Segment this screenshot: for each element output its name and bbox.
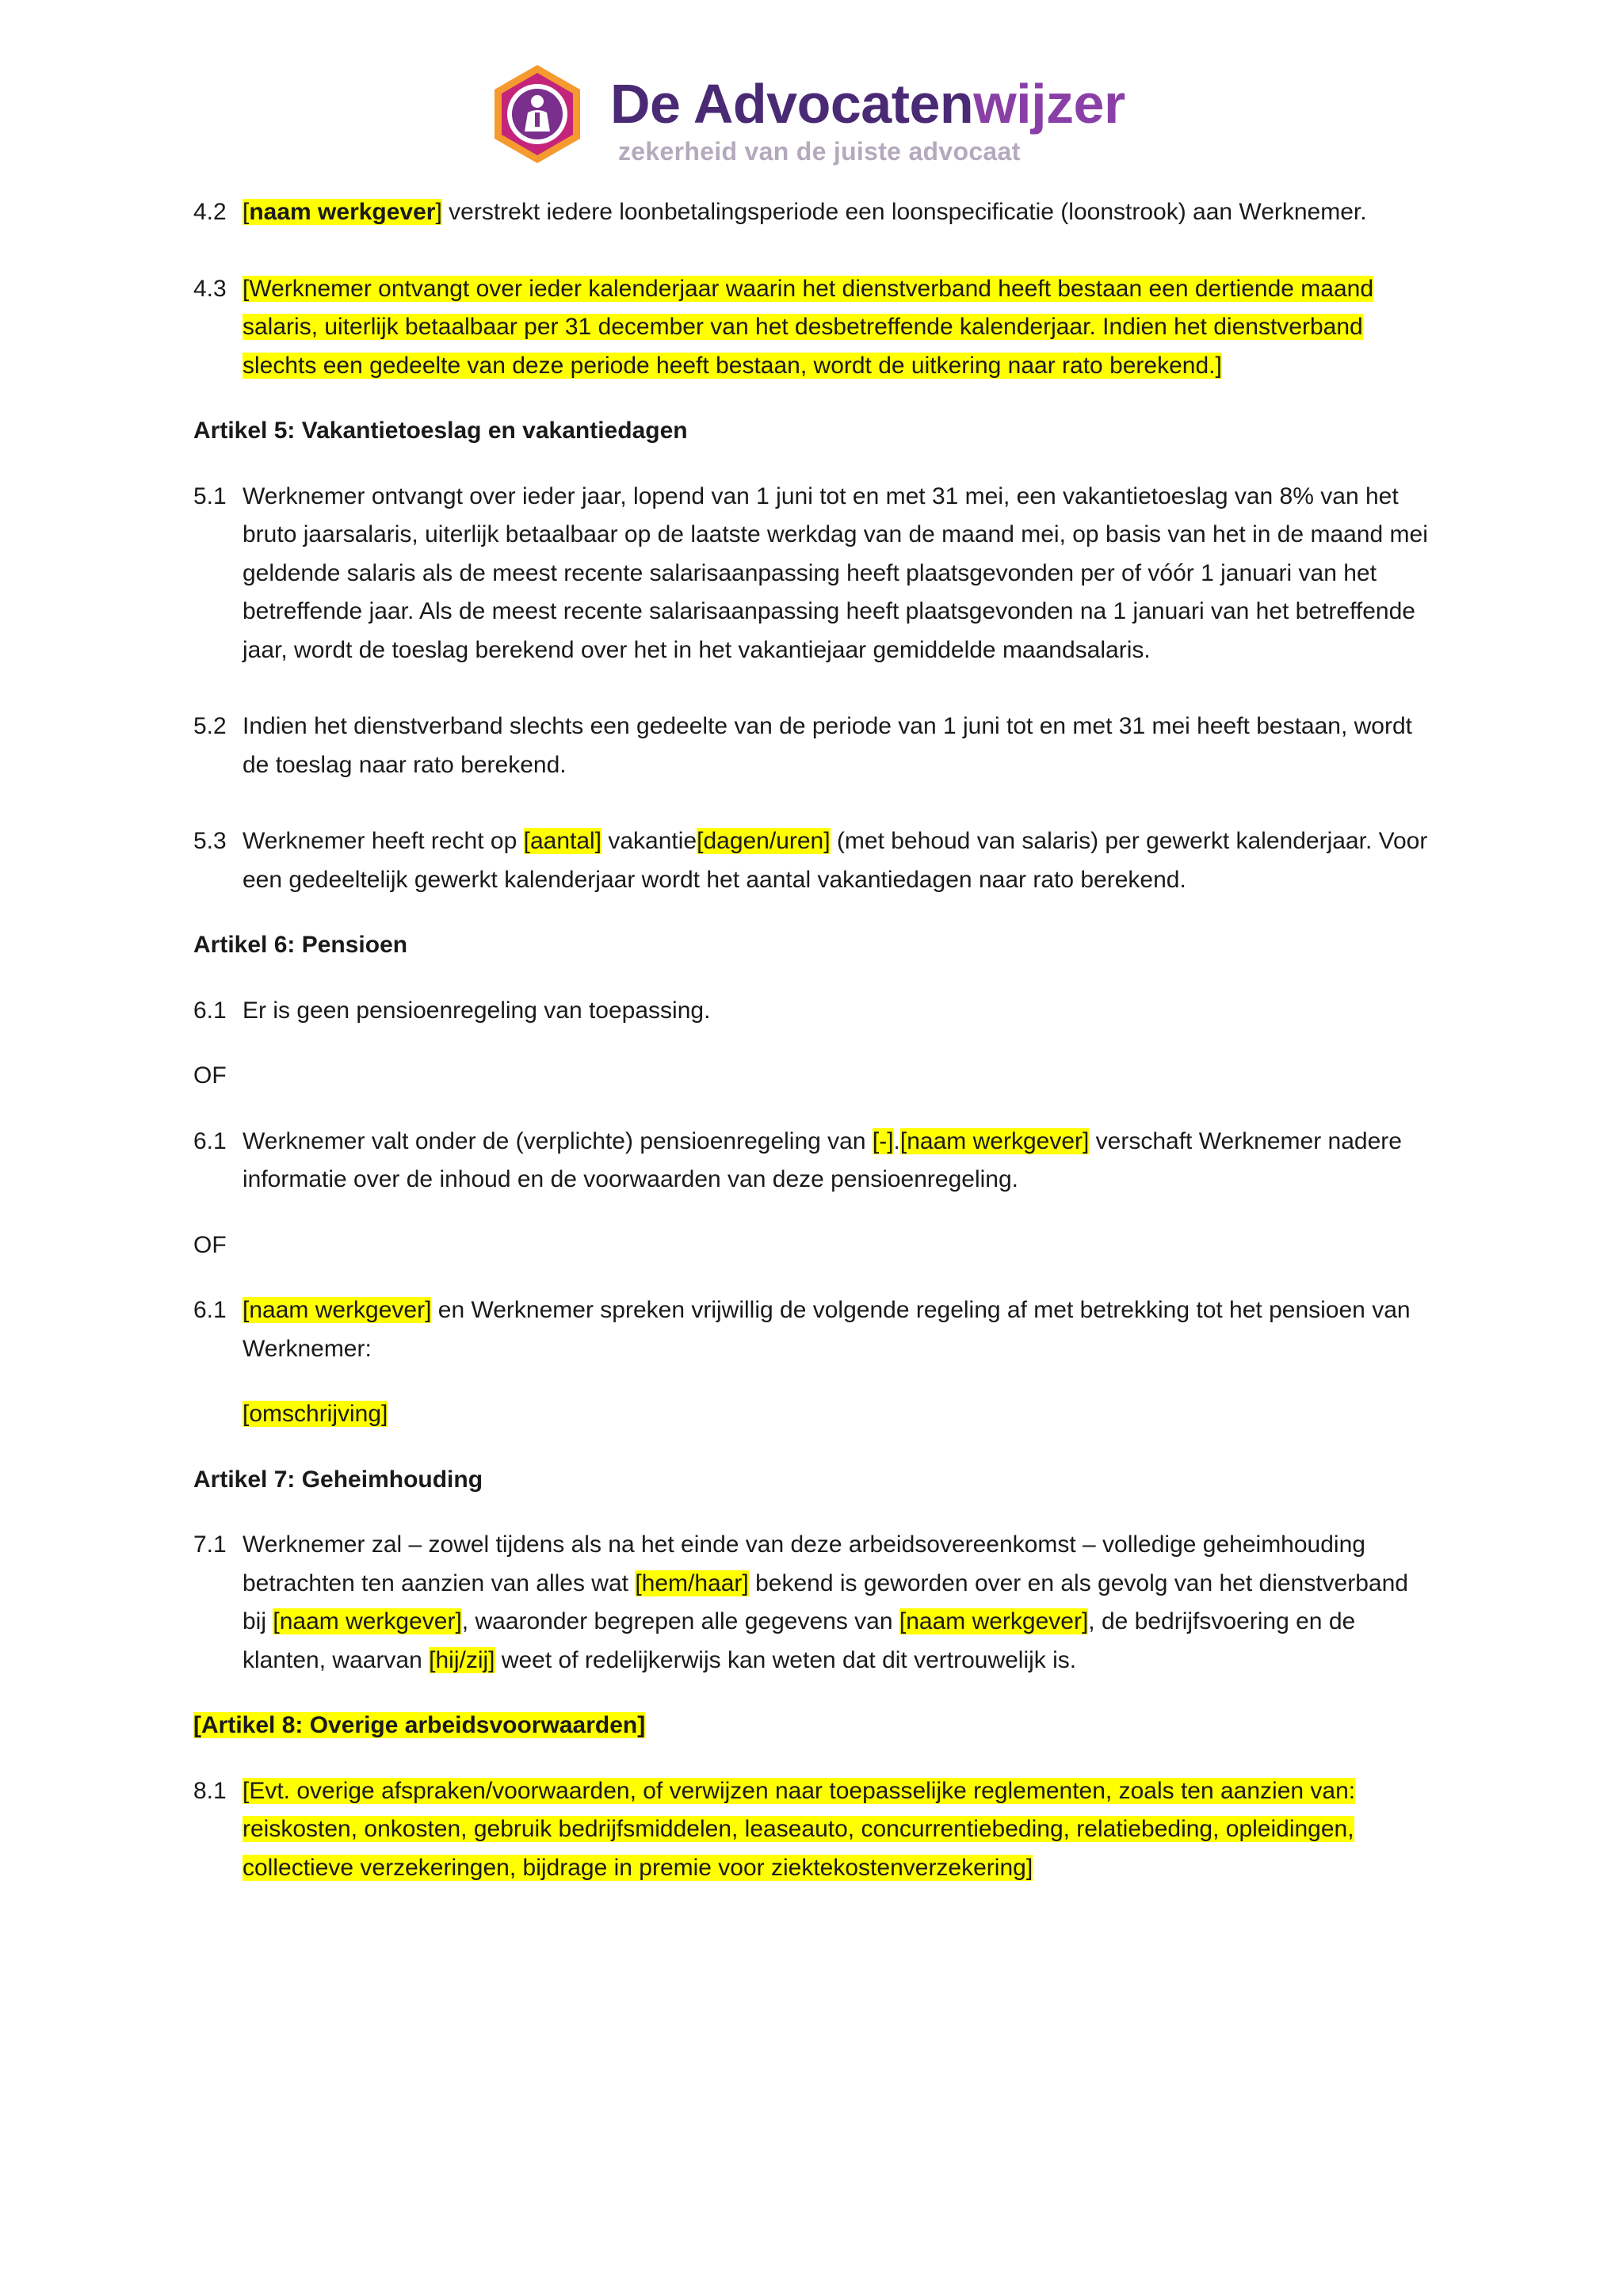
brand-tagline: zekerheid van de juiste advocaat xyxy=(618,137,1021,166)
clause-5-2 xyxy=(193,707,1430,784)
clause-text: Indien het dienstverband slechts een gedeelte van de periode van 1 juni tot en met 31 mei heeft bestaan, wordt de toeslag naar rato berekend. xyxy=(242,713,1412,778)
document-body xyxy=(193,193,1430,1887)
clause-8-1 xyxy=(193,1772,1430,1888)
clause-number: 4.2 xyxy=(193,199,227,225)
placeholder-amount: [aantal] xyxy=(523,828,602,854)
placeholder-employer-name: [naam werkgever] xyxy=(242,1297,432,1323)
article-8-heading-text: [Artikel 8: Overige arbeidsvoorwaarden] xyxy=(193,1712,646,1738)
clause-7-1 xyxy=(193,1526,1430,1680)
placeholder-description: [omschrijving] xyxy=(242,1401,388,1427)
description-placeholder-row xyxy=(193,1395,1430,1434)
clause-text: verstrekt iedere loonbetalingsperiode een loonspecificatie (loonstrook) aan Werknemer. xyxy=(441,199,1367,225)
clause-text: weet of redelijkerwijs kan weten dat dit vertrouwelijk is. xyxy=(495,1646,1077,1673)
clause-text: (met behoud van salaris) per gewerkt kalenderjaar. Voor een gedeeltelijk gewerkt kalenderjaar wordt het aantal vakantiedagen naar rato berekend. xyxy=(242,828,1428,893)
brand-logo[interactable] xyxy=(485,62,1151,173)
clause-number: 6.1 xyxy=(193,1127,227,1154)
placeholder-employer-name: [naam werkgever] xyxy=(273,1608,462,1634)
or-separator: OF xyxy=(193,1231,227,1258)
clause-number: 5.3 xyxy=(193,828,227,854)
placeholder-pronoun-object: [hem/haar] xyxy=(635,1569,749,1596)
clause-6-1-option-a xyxy=(193,992,1430,1031)
placeholder-bracket-close: ] xyxy=(435,199,442,225)
clause-text: , de bedrijfsvoering en de klanten, waarvan xyxy=(242,1608,1356,1673)
clause-text: verschaft Werknemer nadere informatie over de inhoud en de voorwaarden van deze pensioenregeling. xyxy=(242,1127,1402,1192)
or-separator: OF xyxy=(193,1062,227,1089)
placeholder-pronoun-subject: [hij/zij] xyxy=(429,1646,495,1673)
article-8-heading xyxy=(193,1707,1430,1745)
clause-text: Werknemer zal – zowel tijdens als na het einde van deze arbeidsovereenkomst – volledige geheimhouding betrachten ten aanzien van alles wat xyxy=(242,1531,1365,1596)
clause-5-1 xyxy=(193,478,1430,670)
placeholder-pension-fund: [-] xyxy=(872,1127,894,1154)
clause-5-3 xyxy=(193,822,1430,899)
clause-text: Werknemer valt onder de (verplichte) pensioenregeling van xyxy=(242,1127,873,1154)
clause-number: 4.3 xyxy=(193,275,227,302)
clause-6-1-option-b xyxy=(193,1123,1430,1199)
article-7-heading: Artikel 7: Geheimhouding xyxy=(193,1466,483,1493)
clause-text: bekend is geworden over en als gevolg van het dienstverband bij xyxy=(242,1569,1408,1634)
clause-text: en Werknemer spreken vrijwillig de volgende regeling af met betrekking tot het pensioen van Werknemer: xyxy=(242,1297,1411,1362)
brand-name-part2: wijzer xyxy=(973,73,1125,135)
article-5-heading: Artikel 5: Vakantietoeslag en vakantiedagen xyxy=(193,418,688,444)
clause-text-highlighted: [Werknemer ontvangt over ieder kalenderjaar waarin het dienstverband heeft bestaan een dertiende maand salaris, uiterlijk betaalbaar per 31 december van het desbetreffende kalenderjaar. Indien het dienstverband slechts een gedeelte van deze periode heeft bestaan, wordt de uitkering naar rato berekend.] xyxy=(242,275,1374,379)
clause-text: vakantie xyxy=(601,828,697,854)
clause-number: 8.1 xyxy=(193,1777,227,1804)
brand-name xyxy=(610,70,1125,138)
clause-text: Er is geen pensioenregeling van toepassing. xyxy=(242,997,711,1024)
clause-6-1-option-c xyxy=(193,1291,1430,1368)
placeholder-employer-name: [naam werkgever] xyxy=(899,1127,1090,1154)
placeholder-days-hours: [dagen/uren] xyxy=(697,828,831,854)
placeholder-bracket-open: [ xyxy=(242,199,250,225)
clause-number: 6.1 xyxy=(193,1297,227,1323)
clause-text: . xyxy=(893,1127,900,1154)
placeholder-employer-name: [naam werkgever] xyxy=(899,1608,1089,1634)
clause-text-highlighted: [Evt. overige afspraken/voorwaarden, of verwijzen naar toepasselijke reglementen, zoals ten aanzien van: reiskosten, onkosten, gebruik bedrijfsmiddelen, leaseauto, concurrentiebeding, relatiebeding, opleidingen, collectieve verzekeringen, bijdrage in premie voor ziektekostenverzekering] xyxy=(242,1777,1356,1881)
placeholder-employer-name: naam werkgever xyxy=(249,199,436,225)
clause-text: Werknemer ontvangt over ieder jaar, lopend van 1 juni tot en met 31 mei, een vakantietoeslag van 8% van het bruto jaarsalaris, uiterlijk betaalbaar op de laatste werkdag van de maand mei, op basis van het in de maand mei geldende salaris als de meest recente salarisaanpassing heeft plaatsgevonden per of vóór 1 januari van het betreffende jaar. Als de meest recente salarisaanpassing heeft plaatsgevonden na 1 januari van het betreffende jaar, wordt de toeslag berekend over het in het vakantiejaar gemiddelde maandsalaris. xyxy=(242,482,1428,663)
clause-number: 7.1 xyxy=(193,1531,227,1558)
clause-text: Werknemer heeft recht op xyxy=(242,828,524,854)
clause-number: 5.2 xyxy=(193,713,227,739)
clause-number: 5.1 xyxy=(193,482,227,509)
article-6-heading: Artikel 6: Pensioen xyxy=(193,932,408,958)
lawyer-badge-icon xyxy=(485,62,590,166)
clause-text: , waaronder begrepen alle gegevens van xyxy=(461,1608,899,1634)
clause-4-3 xyxy=(193,270,1430,386)
brand-name-part1: De Advocaten xyxy=(610,73,974,135)
clause-number: 6.1 xyxy=(193,997,227,1024)
clause-4-2 xyxy=(193,193,1430,232)
